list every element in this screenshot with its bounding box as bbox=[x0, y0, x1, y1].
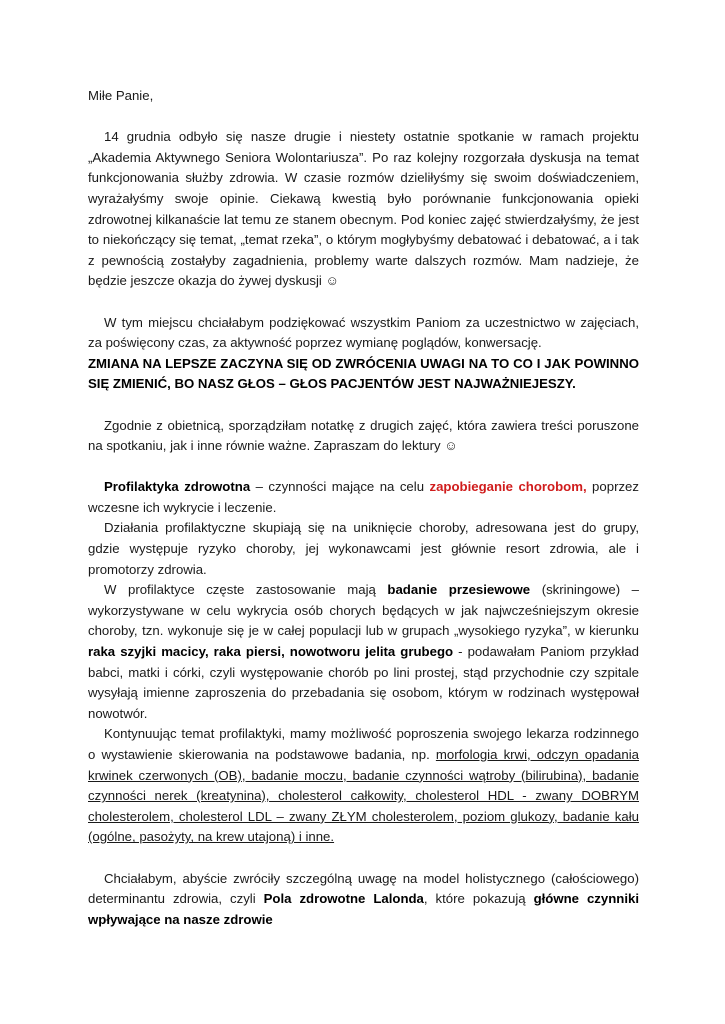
lalonde-a: Chciałabym, abyście zwróciły szczególną uwagę na model holistycznego (całościowego) determinantu zdrowia, czyli bbox=[88, 870, 639, 907]
greeting: Miłe Panie, bbox=[88, 88, 154, 103]
paragraph-thanks: W tym miejscu chciałabym podziękować wszystkim Paniom za uczestnictwo w zajęciach, za poświęcony czas, za aktywność poprzez wymianę poglądów, konwersację. bbox=[88, 314, 639, 351]
term-cancers: raka szyjki macicy, raka piersi, nowotworu jelita grubego bbox=[88, 644, 454, 660]
highlight-prevention: zapobieganie chorobom, bbox=[429, 479, 587, 495]
tests-a: Kontynuując temat profilaktyki, mamy możliwość poproszenia swojego lekarza rodzinnego o wystawienie skierowania na podstawowe badania, np. bbox=[88, 726, 639, 762]
paragraph-notes: Zgodnie z obietnicą, sporządziłam notatkę z drugich zajęć, która zawiera treści poruszone na spotkaniu, jak i inne równie ważne. Zapraszam do lektury ☺ bbox=[88, 417, 639, 454]
motto-caps: ZMIANA NA LEPSZE ZACZYNA SIĘ OD ZWRÓCENIA UWAGI NA TO CO I JAK POWINNO SIĘ ZMIENIĆ, BO NASZ GŁOS – GŁOS PACJENTÓW JEST NAJWAŻNIEJESZY. bbox=[88, 355, 639, 392]
term-factors: główne czynniki wpływające na nasze zdrowie bbox=[88, 891, 640, 927]
letter-page bbox=[88, 86, 639, 930]
paragraph-screening bbox=[88, 580, 639, 724]
paragraph-tests bbox=[88, 724, 639, 848]
paragraph-lalonde bbox=[88, 869, 639, 931]
paragraph-actions: Działania profilaktyczne skupiają się na uniknięcie choroby, adresowana jest do grupy, gdzie występuje ryzyko choroby, jej wykonawcami jest głównie resort zdrowia, ale i promotorzy zdrowia. bbox=[88, 520, 639, 577]
term-lalonde: Pola zdrowotne Lalonda bbox=[263, 891, 424, 907]
screening-c: (skriningowe) – wykorzystywane w celu wykrycia osób chorych będących w jak najwcześniejszym okresie choroby, tzn. wykonuje się je w całej populacji lub w grupach „wysokiego ryzyka”, w kierunku bbox=[88, 582, 639, 639]
term-screening: badanie przesiewowe bbox=[387, 582, 531, 598]
term-prophylaxis: Profilaktyka zdrowotna bbox=[104, 479, 251, 495]
screening-d: - podawałam Paniom przykład babci, matki i córki, czyli występowanie chorób po lini prostej, stąd przychodnie czy szpitale wysyłają imienne zaproszenia do przebadania się osobom, którym w rodzinach występował nowotwór. bbox=[88, 644, 639, 721]
paragraph-prophylaxis bbox=[88, 477, 639, 518]
lalonde-c: , które pokazują bbox=[423, 891, 534, 907]
screening-a: W profilaktyce częste zastosowanie mają bbox=[104, 582, 388, 598]
paragraph-meeting: 14 grudnia odbyło się nasze drugie i niestety ostatnie spotkanie w ramach projektu „Akademia Aktywnego Seniora Wolontariusza”. Po raz kolejny rozgorzała dyskusja na temat funkcjonowania służby zdrowia. W czasie rozmów dzieliłyśmy się swoim doświadczeniem, wyrażałyśmy swoje opinie. Ciekawą kwestią było porównanie funkcjonowania opieki zdrowotnej kilkanaście lat temu ze stanem obecnym. Pod koniec zajęć stwierdzałyśmy, że jest to niekończący się temat, „temat rzeka”, o którym mogłybyśmy debatować i debatować, a i tak z pewnością zostałyby zagadnienia, problemy warte dalszych rozmów. Mam nadzieje, że będzie jeszcze okazja do żywej dyskusji ☺ bbox=[88, 129, 639, 289]
tests-list: morfologia krwi, odczyn opadania krwinek czerwonych (OB), badanie moczu, badanie czynności wątroby (bilirubina), badanie czynności nerek (kreatynina), cholesterol całkowity, cholesterol HDL - zwany DOBRYM cholesterolem, cholesterol LDL – zwany ZŁYM cholesterolem, poziom glukozy, badanie kału (ogólne, pasożyty, na krew utajoną) i inne. bbox=[88, 747, 639, 845]
prophylaxis-mid: – czynności mające na celu bbox=[250, 479, 430, 495]
prophylaxis-end: poprzez wczesne ich wykrycie i leczenie. bbox=[88, 479, 639, 515]
